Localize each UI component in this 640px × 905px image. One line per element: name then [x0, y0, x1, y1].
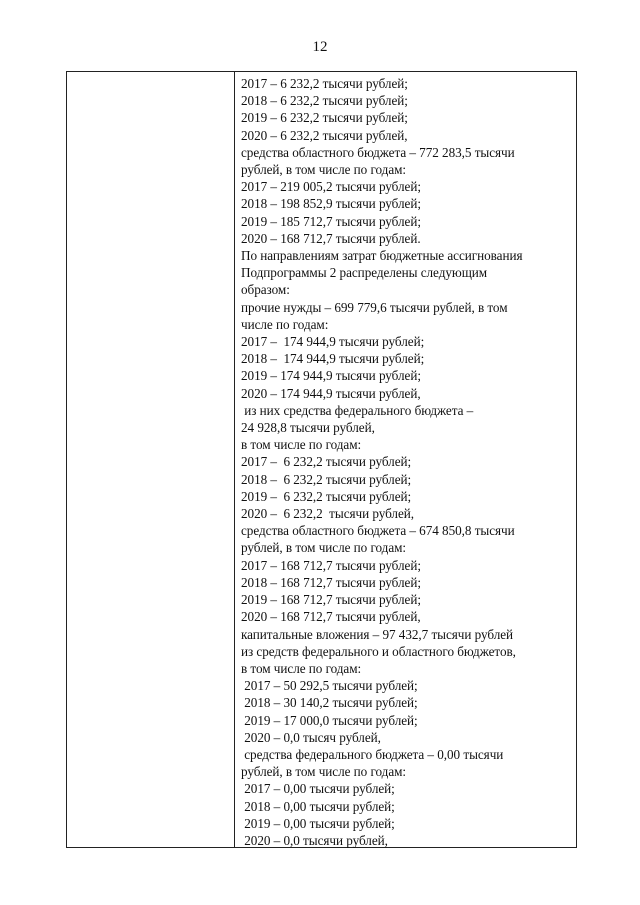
table-left-column — [67, 72, 235, 847]
text-line: из них средства федерального бюджета – — [241, 402, 474, 418]
text-line: числе по годам: — [241, 316, 329, 332]
text-line: прочие нужды – 699 779,6 тысячи рублей, в том — [241, 299, 508, 315]
text-line: 2020 – 0,0 тысяч рублей, — [241, 729, 381, 745]
text-line: в том числе по годам: — [241, 660, 362, 676]
text-line: 2018 – 198 852,9 тысячи рублей; — [241, 196, 421, 212]
text-line: 2019 – 0,00 тысячи рублей; — [241, 815, 395, 831]
text-line: 2017 – 168 712,7 тысячи рублей; — [241, 557, 421, 573]
text-line: из средств федерального и областного бюджетов, — [241, 643, 516, 659]
text-line: 2020 – 6 232,2 тысячи рублей, — [241, 506, 415, 522]
text-line: 2018 – 168 712,7 тысячи рублей; — [241, 574, 421, 590]
page-number: 12 — [312, 39, 328, 55]
text-line: рублей, в том числе по годам: — [241, 540, 407, 556]
text-line: 24 928,8 тысячи рублей, — [241, 420, 375, 436]
text-line: По направлениям затрат бюджетные ассигнования — [241, 248, 523, 264]
text-line: 2018 – 0,00 тысячи рублей; — [241, 798, 395, 814]
text-line: 2020 – 6 232,2 тысячи рублей, — [241, 127, 408, 143]
text-line: 2019 – 17 000,0 тысячи рублей; — [241, 712, 418, 728]
text-line: Подпрограммы 2 распределены следующим — [241, 265, 488, 281]
text-line: образом: — [241, 282, 290, 298]
text-line: 2017 – 50 292,5 тысячи рублей; — [241, 678, 418, 694]
text-line: 2019 – 174 944,9 тысячи рублей; — [241, 368, 421, 384]
text-line: 2020 – 168 712,7 тысячи рублей. — [241, 230, 421, 246]
document-table — [66, 71, 577, 848]
text-line: 2017 – 6 232,2 тысячи рублей; — [241, 454, 412, 470]
text-line: 2017 – 219 005,2 тысячи рублей; — [241, 179, 421, 195]
text-line: средства областного бюджета – 674 850,8 тысячи — [241, 523, 515, 539]
text-line: 2020 – 0,0 тысячи рублей, — [241, 832, 388, 848]
table-right-column — [235, 72, 576, 847]
text-line: 2017 – 0,00 тысячи рублей; — [241, 781, 395, 797]
text-line: капитальные вложения – 97 432,7 тысячи рублей — [241, 626, 514, 642]
text-line: 2018 – 30 140,2 тысячи рублей; — [241, 695, 418, 711]
text-line: 2019 – 168 712,7 тысячи рублей; — [241, 592, 421, 608]
text-line: 2018 – 6 232,2 тысячи рублей; — [241, 471, 412, 487]
text-line: 2020 – 174 944,9 тысячи рублей, — [241, 385, 421, 401]
text-line: 2017 – 6 232,2 тысячи рублей; — [241, 76, 408, 91]
text-line: рублей, в том числе по годам: — [241, 162, 407, 178]
text-line: 2017 – 174 944,9 тысячи рублей; — [241, 334, 425, 350]
text-line: средства областного бюджета – 772 283,5 тысячи — [241, 144, 515, 160]
text-line: средства федерального бюджета – 0,00 тысячи — [241, 746, 504, 762]
text-line: 2018 – 174 944,9 тысячи рублей; — [241, 351, 425, 367]
text-line: 2020 – 168 712,7 тысячи рублей, — [241, 609, 421, 625]
text-line: 2019 – 6 232,2 тысячи рублей; — [241, 110, 408, 126]
text-line: рублей, в том числе по годам: — [241, 764, 407, 780]
text-line: 2019 – 6 232,2 тысячи рублей; — [241, 488, 412, 504]
text-line: в том числе по годам: — [241, 437, 362, 453]
text-line: 2018 – 6 232,2 тысячи рублей; — [241, 93, 408, 109]
text-line: 2019 – 185 712,7 тысячи рублей; — [241, 213, 421, 229]
